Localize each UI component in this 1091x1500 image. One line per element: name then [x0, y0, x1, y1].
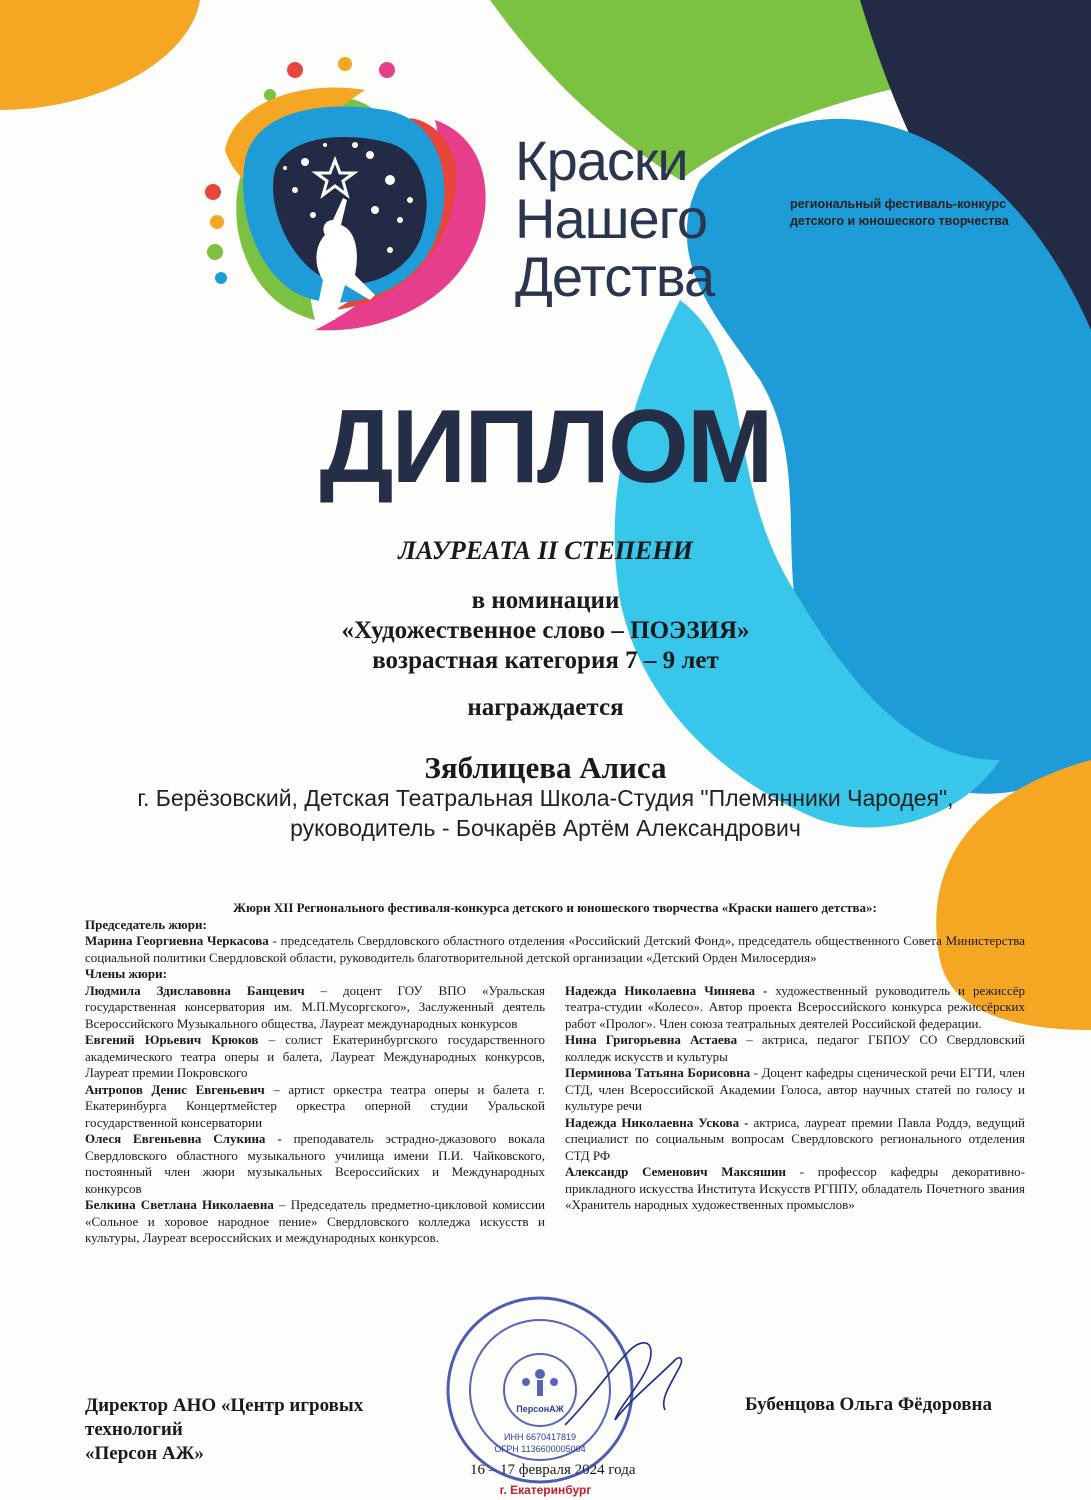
jury-member: [85, 1082, 545, 1132]
nomination-line: в номинации: [471, 587, 620, 614]
jury-member-name: Олеся Евгеньевна Слукина -: [85, 1131, 282, 1146]
event-date: 16 – 17 февраля 2024 года: [470, 1462, 636, 1478]
jury-member: [565, 1164, 1025, 1214]
recipient-name: Зяблицева Алиса: [424, 750, 667, 785]
director-line: «Персон АЖ»: [85, 1443, 204, 1464]
dot-icon: [207, 244, 223, 260]
jury-members-label: Члены жюри:: [85, 966, 167, 981]
jury-chair-name: Марина Георгиевна Черкасова: [85, 933, 269, 948]
logo-subtitle-line: детского и юношеского творчества: [790, 214, 1009, 228]
nomination-line: возрастная категория 7 – 9 лет: [372, 647, 719, 674]
jury-member-desc: художественный руководитель и режиссёр театра-студии «Колесо». Автор проекта Всероссийского конкурса режиссёрских работ «Пролог». Член союза театральных деятелей Российской федерации.: [565, 982, 1025, 1031]
jury-member-name: Перминова Татьяна Борисовна: [565, 1065, 751, 1080]
jury-section: [85, 900, 1025, 1247]
director-line: Директор АНО «Центр игровых: [85, 1395, 364, 1416]
dot-icon: [215, 272, 227, 284]
jury-member-name: Нина Григорьевна Астаева: [565, 1032, 738, 1047]
jury-member-desc: – Председатель предметно-цикловой комиссии «Сольное и хоровое народное пение» Свердловского колледжа искусств и культуры, Лауреат всероссийских и международных конкурсов.: [85, 1197, 545, 1245]
signer-name: Бубенцова Ольга Фёдоровна: [745, 1394, 992, 1415]
jury-member: [565, 983, 1025, 1033]
dot-icon: [205, 184, 221, 200]
stamp-ogrn: ОГРН 1136600005004: [494, 1444, 586, 1454]
dot-icon: [210, 215, 224, 229]
logo-subtitle-line: региональный фестиваль-конкурс: [790, 197, 1007, 211]
jury-member-desc: – артист оркестра театра оперы и балета г. Екатеринбурга Концертмейстер оркестра оперной студии Уральской государственной консерватории: [85, 1081, 545, 1130]
jury-member: [85, 983, 545, 1033]
jury-chair-desc: - председатель Свердловского областного отделения «Российский Детский Фонд», председатель общественного Совета Министерства социальной политики Свердловской области, руководитель благотворительной детской организации «Детский Орден Милосердия»: [85, 933, 1025, 965]
jury-member: [565, 1065, 1025, 1115]
stamp-center-text: ПерсонАЖ: [516, 1404, 564, 1414]
organization-line: руководитель - Бочкарёв Артём Александрович: [290, 815, 801, 841]
dot-icon: [338, 57, 352, 71]
jury-member-name: Надежда Николаевна Ускова -: [565, 1114, 749, 1130]
signature-icon: [560, 1330, 690, 1440]
jury-member-desc: - профессор кафедры декоративно-прикладного искусства Института Искусств РГППУ, обладатель Почетного звания «Хранитель народных художественных промыслов»: [565, 1164, 1025, 1212]
logo-title-line: Краски: [515, 129, 688, 192]
jury-member-name: Надежда Николаевна Чиняева -: [565, 982, 768, 998]
jury-member-name: Александр Семенович Максяшин: [565, 1164, 786, 1179]
jury-member-desc: – доцент ГОУ ВПО «Уральская государственная консерватория им. М.П.Мусоргского», Заслуженный деятель Всероссийского Музыкального общества, Лауреат международных конкурсов: [85, 982, 545, 1031]
jury-members-columns: [85, 983, 1025, 1247]
jury-member-desc: - Доцент кафедры сценической речи ЕГТИ, член СТД, член Всероссийской Академии Голоса, автор научных статей по голосу и культуре речи: [565, 1065, 1025, 1113]
jury-member-name: Евгений Юрьевич Крюков: [85, 1032, 259, 1047]
dot-icon: [379, 62, 395, 78]
stamp-inn: ИНН 6670417819: [503, 1432, 577, 1442]
jury-member: [85, 1032, 545, 1082]
festival-logo-emblem: [195, 50, 495, 340]
jury-member-desc: – актриса, педагог ГБПОУ СО Свердловский колледж искусств и культуры: [565, 1032, 1025, 1064]
event-city: г. Екатеринбург: [499, 1483, 592, 1497]
nomination-block: [0, 586, 1091, 676]
recipient-organization: [0, 783, 1091, 843]
laureate-degree: ЛАУРЕАТА II СТЕПЕНИ: [398, 536, 693, 565]
dot-icon: [287, 62, 303, 78]
jury-member-name: Людмила Здиславовна Банцевич: [85, 982, 305, 998]
jury-chair-label: Председатель жюри:: [85, 916, 207, 932]
logo-title-line: Нашего: [515, 187, 707, 250]
orange-corner-top-left: [0, 0, 200, 110]
organization-line: г. Берёзовский, Детская Театральная Школа-Студия "Племянники Чародея",: [137, 785, 954, 811]
festival-logo-subtitle: [790, 196, 1009, 230]
director-line: технологий: [85, 1419, 183, 1440]
jury-column-left: [85, 983, 545, 1247]
jury-member: [85, 1197, 545, 1247]
nomination-line: «Художественное слово – ПОЭЗИЯ»: [341, 617, 750, 644]
festival-logo-title: [515, 129, 715, 308]
jury-column-right: [565, 983, 1025, 1247]
jury-member-name: Антропов Денис Евгеньевич: [85, 1081, 265, 1097]
jury-member: [565, 1115, 1025, 1165]
jury-header: Жюри XII Регионального фестиваля-конкурса детского и юношеского творчества «Краски нашего детства»:: [233, 900, 877, 915]
awarded-label: награждается: [467, 694, 624, 721]
jury-member-desc: актриса, лауреат премии Павла Роддэ, ведущий специалист по социальным вопросам Свердловского регионального отделения СТД РФ: [565, 1114, 1025, 1163]
logo-title-line: Детства: [515, 245, 715, 308]
diploma-title: ДИПЛОМ: [319, 389, 772, 505]
jury-member-desc: преподаватель эстрадно-джазового вокала Свердловского областного музыкального училища имени П.И. Чайковского, постоянный член жюри музыкальных Всероссийских и Международных конкурсов: [85, 1131, 545, 1196]
stamp-emblem-icon: [522, 1369, 558, 1396]
jury-member: [85, 1131, 545, 1197]
jury-member: [565, 1032, 1025, 1065]
jury-member-name: Белкина Светлана Николаевна: [85, 1197, 274, 1212]
director-title: [85, 1394, 363, 1466]
jury-member-desc: – солист Екатеринбургского государственного академического театра оперы и балета, Лауреат Международных конкурсов, Лауреат премии Покровского: [85, 1032, 545, 1080]
